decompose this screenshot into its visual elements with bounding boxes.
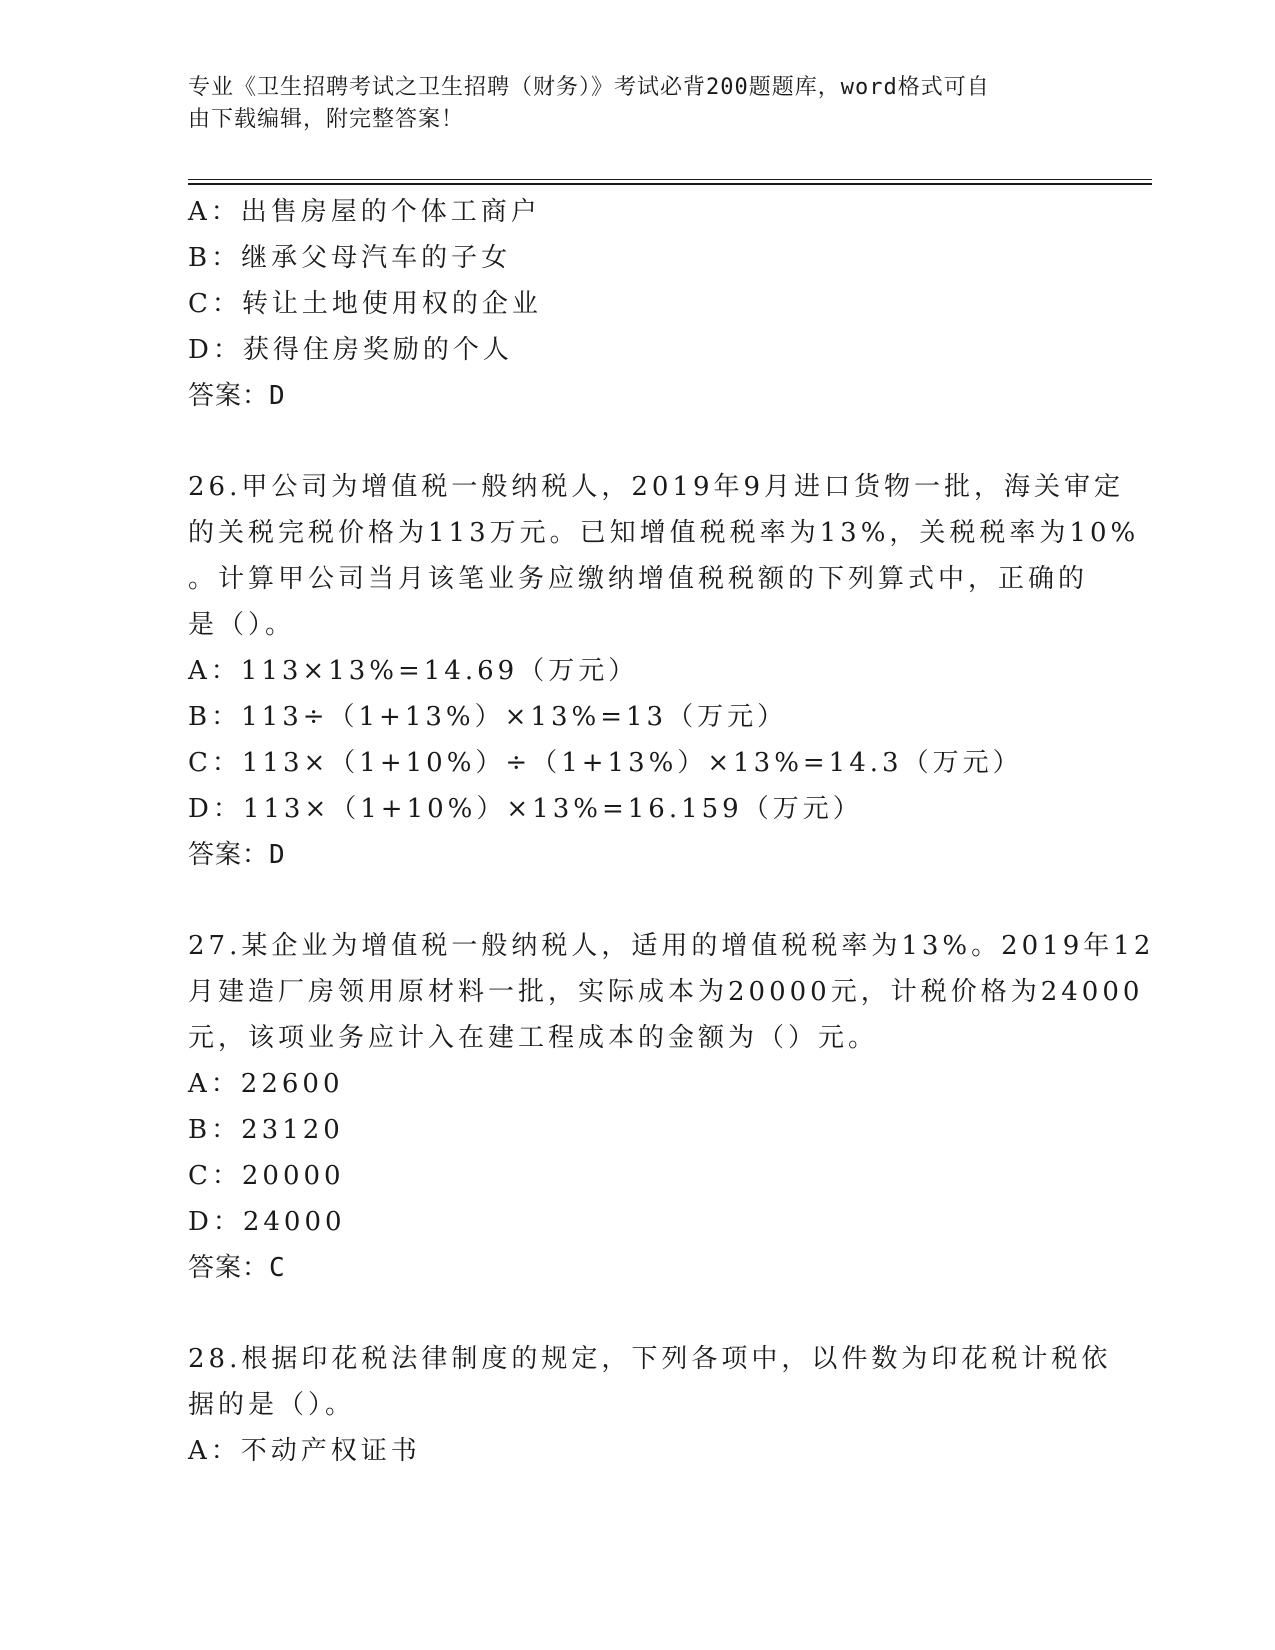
option-a: A：22600 xyxy=(188,1069,344,1099)
question-stem-line: 月建造厂房领用原材料一批，实际成本为20000元，计税价格为24000 xyxy=(188,977,1144,1007)
question-stem-line: 。计算甲公司当月该笔业务应缴纳增值税税额的下列算式中，正确的 xyxy=(188,564,1089,594)
question-stem-line: 是（）。 xyxy=(188,610,296,640)
question-25 xyxy=(188,189,1088,419)
question-27 xyxy=(188,923,1155,1291)
option-b: B：23120 xyxy=(188,1115,344,1145)
option-d: D：24000 xyxy=(188,1207,346,1237)
header-line-2: 由下载编辑，附完整答案！ xyxy=(188,107,465,132)
question-stem-line: 据的是（）。 xyxy=(188,1390,356,1420)
document-header xyxy=(188,72,1068,136)
question-28 xyxy=(188,1336,1112,1474)
option-c: C：转让土地使用权的企业 xyxy=(188,289,542,319)
answer: 答案：C xyxy=(188,1253,286,1283)
question-stem-line: 28.根据印花税法律制度的规定，下列各项中，以件数为印花税计税依 xyxy=(188,1344,1112,1374)
option-b: B：继承父母汽车的子女 xyxy=(188,243,512,273)
option-c: C：113×（1+10%）÷（1+13%）×13%=14.3（万元） xyxy=(188,748,1023,778)
question-stem-line: 26.甲公司为增值税一般纳税人，2019年9月进口货物一批，海关审定 xyxy=(188,472,1125,502)
question-stem-line: 27.某企业为增值税一般纳税人，适用的增值税税率为13%。2019年12 xyxy=(188,931,1155,961)
question-26 xyxy=(188,464,1140,878)
question-content xyxy=(188,189,1155,1474)
header-divider-thick xyxy=(188,183,1152,185)
answer: 答案：D xyxy=(188,840,286,870)
spacer xyxy=(188,419,1088,464)
question-stem-line: 元，该项业务应计入在建工程成本的金额为（）元。 xyxy=(188,1023,879,1053)
spacer xyxy=(188,1291,1088,1336)
question-stem-line: 的关税完税价格为113万元。已知增值税税率为13%，关税税率为10% xyxy=(188,518,1140,548)
spacer xyxy=(188,878,1088,923)
option-d: D：113×（1+10%）×13%=16.159（万元） xyxy=(188,794,863,824)
header-divider-thin xyxy=(188,179,1152,180)
option-c: C：20000 xyxy=(188,1161,345,1191)
option-b: B：113÷（1+13%）×13%=13（万元） xyxy=(188,702,788,732)
option-d: D：获得住房奖励的个人 xyxy=(188,335,513,365)
option-a: A：出售房屋的个体工商户 xyxy=(188,197,541,227)
option-a: A：113×13%=14.69（万元） xyxy=(188,656,639,686)
header-line-1: 专业《卫生招聘考试之卫生招聘（财务）》考试必背200题题库，word格式可自 xyxy=(188,75,990,100)
option-a: A：不动产权证书 xyxy=(188,1436,421,1466)
answer: 答案：D xyxy=(188,381,286,411)
